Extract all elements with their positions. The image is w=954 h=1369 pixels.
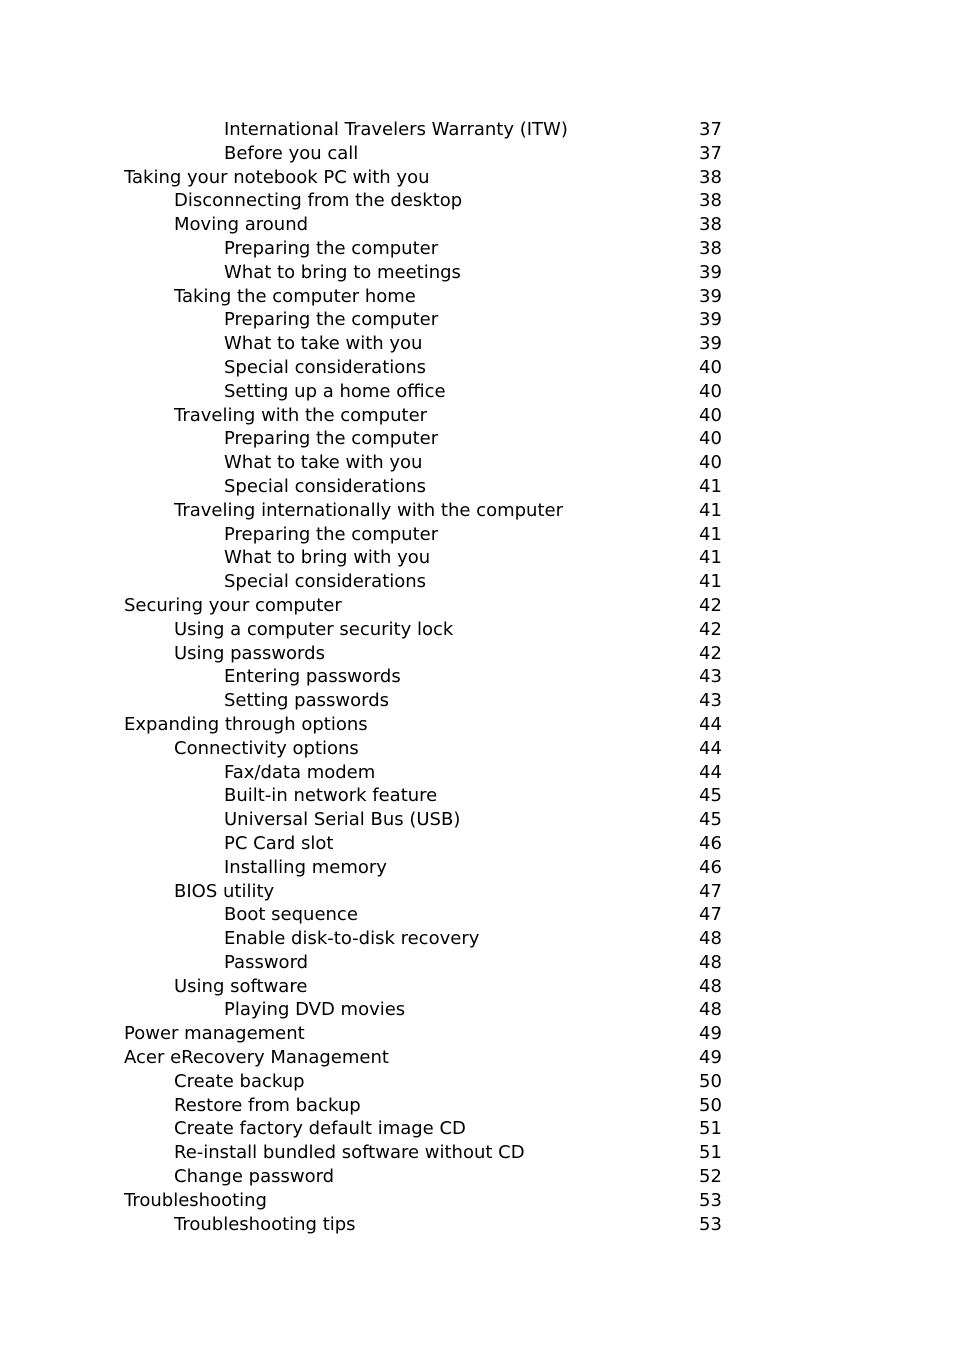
toc-entry[interactable] [0, 118, 954, 142]
toc-entry[interactable] [0, 404, 954, 428]
toc-entry-page-number[interactable]: 42 [699, 618, 722, 640]
toc-entry[interactable] [0, 689, 954, 713]
toc-entry-title[interactable]: Password [224, 951, 309, 973]
toc-entry-title[interactable]: Preparing the computer [224, 428, 439, 450]
toc-entry-title[interactable]: Restore from backup [174, 1094, 361, 1116]
toc-entry-title[interactable]: BIOS utility [174, 880, 275, 902]
toc-entry-page-number[interactable]: 40 [699, 380, 722, 402]
toc-entry[interactable] [0, 1213, 954, 1237]
toc-entry[interactable] [0, 142, 954, 166]
toc-entry-page-number[interactable]: 37 [699, 142, 722, 164]
toc-entry[interactable] [0, 998, 954, 1022]
toc-entry-page-number[interactable]: 39 [699, 261, 722, 283]
toc-entry-page-number[interactable]: 39 [699, 333, 722, 355]
toc-entry-title[interactable]: Universal Serial Bus (USB) [224, 809, 461, 831]
toc-entry-page-number[interactable]: 48 [699, 928, 722, 950]
toc-entry-page-number[interactable]: 48 [699, 999, 722, 1021]
toc-entry-title[interactable]: What to take with you [224, 452, 423, 474]
toc-entry-title[interactable]: Create backup [174, 1070, 305, 1092]
toc-entry-page-number[interactable]: 48 [699, 951, 722, 973]
toc-entry-title[interactable]: Power management [124, 1023, 305, 1045]
toc-entry-page-number[interactable]: 38 [699, 214, 722, 236]
toc-entry-title[interactable]: International Travelers Warranty (ITW) [224, 119, 568, 140]
toc-entry[interactable] [0, 975, 954, 999]
toc-entry-title[interactable]: Disconnecting from the desktop [174, 190, 463, 212]
toc-entry-page-number[interactable]: 50 [699, 1094, 722, 1116]
toc-entry[interactable] [0, 380, 954, 404]
toc-entry-page-number[interactable]: 44 [699, 713, 722, 735]
toc-entry[interactable] [0, 1094, 954, 1118]
toc-entry-page-number[interactable]: 46 [699, 832, 722, 854]
toc-entry-title[interactable]: Troubleshooting [124, 1189, 267, 1211]
toc-entry-page-number[interactable]: 38 [699, 190, 722, 212]
toc-entry-title[interactable]: Change password [174, 1166, 335, 1188]
toc-entry-page-number[interactable]: 45 [699, 785, 722, 807]
toc-entry-page-number[interactable]: 40 [699, 452, 722, 474]
toc-entry-page-number[interactable]: 51 [699, 1118, 722, 1140]
toc-entry-title[interactable]: Preparing the computer [224, 309, 439, 331]
toc-entry[interactable] [0, 1141, 954, 1165]
toc-entry[interactable] [0, 332, 954, 356]
toc-entry-page-number[interactable]: 53 [699, 1213, 722, 1235]
toc-entry[interactable] [0, 1117, 954, 1141]
toc-entry[interactable] [0, 237, 954, 261]
toc-entry-page-number[interactable]: 52 [699, 1166, 722, 1188]
toc-entry-title[interactable]: PC Card slot [224, 832, 334, 854]
toc-entry-page-number[interactable]: 42 [699, 642, 722, 664]
toc-entry-page-number[interactable]: 46 [699, 856, 722, 878]
toc-entry[interactable] [0, 903, 954, 927]
toc-entry[interactable] [0, 808, 954, 832]
toc-entry[interactable] [0, 951, 954, 975]
toc-entry-title[interactable]: What to bring with you [224, 547, 431, 569]
toc-entry[interactable] [0, 880, 954, 904]
toc-entry[interactable] [0, 737, 954, 761]
toc-entry[interactable] [0, 261, 954, 285]
toc-entry[interactable] [0, 927, 954, 951]
toc-entry[interactable] [0, 285, 954, 309]
toc-entry-title[interactable]: Re-install bundled software without CD [174, 1142, 525, 1164]
toc-entry[interactable] [0, 1022, 954, 1046]
toc-entry-title[interactable]: Fax/data modem [224, 761, 376, 783]
toc-entry-title[interactable]: Taking the computer home [174, 285, 416, 307]
toc-entry-title[interactable]: Traveling with the computer [174, 404, 428, 426]
toc-entry-page-number[interactable]: 37 [699, 119, 722, 140]
toc-entry-title[interactable]: Installing memory [224, 856, 387, 878]
toc-entry[interactable] [0, 451, 954, 475]
toc-entry-page-number[interactable]: 44 [699, 737, 722, 759]
toc-entry[interactable] [0, 356, 954, 380]
toc-entry-title[interactable]: Built-in network feature [224, 785, 438, 807]
toc-entry-page-number[interactable]: 41 [699, 499, 722, 521]
toc-entry-page-number[interactable]: 48 [699, 975, 722, 997]
toc-entry-page-number[interactable]: 40 [699, 428, 722, 450]
table-of-contents [0, 118, 954, 1236]
toc-entry-title[interactable]: Taking your notebook PC with you [124, 166, 430, 188]
toc-entry-title[interactable]: Using passwords [174, 642, 325, 664]
toc-entry-page-number[interactable]: 39 [699, 285, 722, 307]
toc-entry[interactable] [0, 665, 954, 689]
toc-entry-page-number[interactable]: 47 [699, 904, 722, 926]
toc-entry[interactable] [0, 784, 954, 808]
toc-entry[interactable] [0, 546, 954, 570]
toc-entry[interactable] [0, 618, 954, 642]
toc-entry[interactable] [0, 761, 954, 785]
toc-entry-page-number[interactable]: 38 [699, 166, 722, 188]
toc-entry[interactable] [0, 213, 954, 237]
toc-entry[interactable] [0, 189, 954, 213]
toc-entry-page-number[interactable]: 51 [699, 1142, 722, 1164]
toc-entry-title[interactable]: Boot sequence [224, 904, 358, 926]
toc-entry-title[interactable]: Securing your computer [124, 594, 342, 616]
toc-entry-page-number[interactable]: 40 [699, 356, 722, 378]
toc-entry-title[interactable]: Troubleshooting tips [174, 1213, 356, 1235]
toc-entry-page-number[interactable]: 38 [699, 237, 722, 259]
toc-entry-title[interactable]: Acer eRecovery Management [124, 1047, 389, 1069]
toc-entry-page-number[interactable]: 42 [699, 594, 722, 616]
toc-entry-title[interactable]: Traveling internationally with the computer [174, 499, 563, 521]
toc-entry-page-number[interactable]: 43 [699, 666, 722, 688]
toc-entry-title[interactable]: Setting up a home office [224, 380, 446, 402]
toc-entry-page-number[interactable]: 49 [699, 1023, 722, 1045]
toc-entry[interactable] [0, 856, 954, 880]
toc-entry-title[interactable]: Before you call [224, 142, 359, 164]
toc-entry-page-number[interactable]: 41 [699, 547, 722, 569]
toc-entry-title[interactable]: Using software [174, 975, 308, 997]
toc-entry-title[interactable]: Setting passwords [224, 690, 390, 712]
toc-entry[interactable] [0, 1165, 954, 1189]
toc-entry-title[interactable]: Create factory default image CD [174, 1118, 466, 1140]
toc-entry-title[interactable]: Special considerations [224, 571, 427, 593]
toc-entry-page-number[interactable]: 39 [699, 309, 722, 331]
toc-entry[interactable] [0, 1070, 954, 1094]
toc-entry[interactable] [0, 523, 954, 547]
toc-entry[interactable] [0, 1189, 954, 1213]
toc-entry-page-number[interactable]: 47 [699, 880, 722, 902]
toc-entry[interactable] [0, 642, 954, 666]
toc-entry-page-number[interactable]: 50 [699, 1070, 722, 1092]
toc-entry-page-number[interactable]: 40 [699, 404, 722, 426]
toc-entry-title[interactable]: Preparing the computer [224, 523, 439, 545]
toc-entry-title[interactable]: Expanding through options [124, 713, 368, 735]
toc-entry[interactable] [0, 499, 954, 523]
toc-entry-title[interactable]: Enable disk-to-disk recovery [224, 928, 480, 950]
toc-entry-title[interactable]: Preparing the computer [224, 237, 439, 259]
toc-entry-title[interactable]: Using a computer security lock [174, 618, 454, 640]
toc-entry[interactable] [0, 166, 954, 190]
toc-entry-title[interactable]: Playing DVD movies [224, 999, 406, 1021]
toc-entry-title[interactable]: Special considerations [224, 356, 427, 378]
toc-entry-title[interactable]: Special considerations [224, 475, 427, 497]
toc-entry-page-number[interactable]: 43 [699, 690, 722, 712]
toc-entry-page-number[interactable]: 44 [699, 761, 722, 783]
toc-entry-page-number[interactable]: 49 [699, 1047, 722, 1069]
toc-entry-title[interactable]: What to take with you [224, 333, 423, 355]
toc-entry-title[interactable]: Connectivity options [174, 737, 359, 759]
toc-entry[interactable] [0, 427, 954, 451]
toc-entry[interactable] [0, 570, 954, 594]
toc-entry-page-number[interactable]: 45 [699, 809, 722, 831]
toc-entry-title[interactable]: Entering passwords [224, 666, 401, 688]
toc-entry-page-number[interactable]: 41 [699, 523, 722, 545]
toc-entry[interactable] [0, 1046, 954, 1070]
toc-entry-title[interactable]: Moving around [174, 214, 309, 236]
toc-entry-title[interactable]: What to bring to meetings [224, 261, 461, 283]
toc-entry[interactable] [0, 475, 954, 499]
toc-entry-page-number[interactable]: 41 [699, 571, 722, 593]
toc-entry-page-number[interactable]: 53 [699, 1189, 722, 1211]
toc-entry[interactable] [0, 832, 954, 856]
toc-entry[interactable] [0, 308, 954, 332]
toc-entry-page-number[interactable]: 41 [699, 475, 722, 497]
toc-entry[interactable] [0, 713, 954, 737]
toc-entry[interactable] [0, 594, 954, 618]
